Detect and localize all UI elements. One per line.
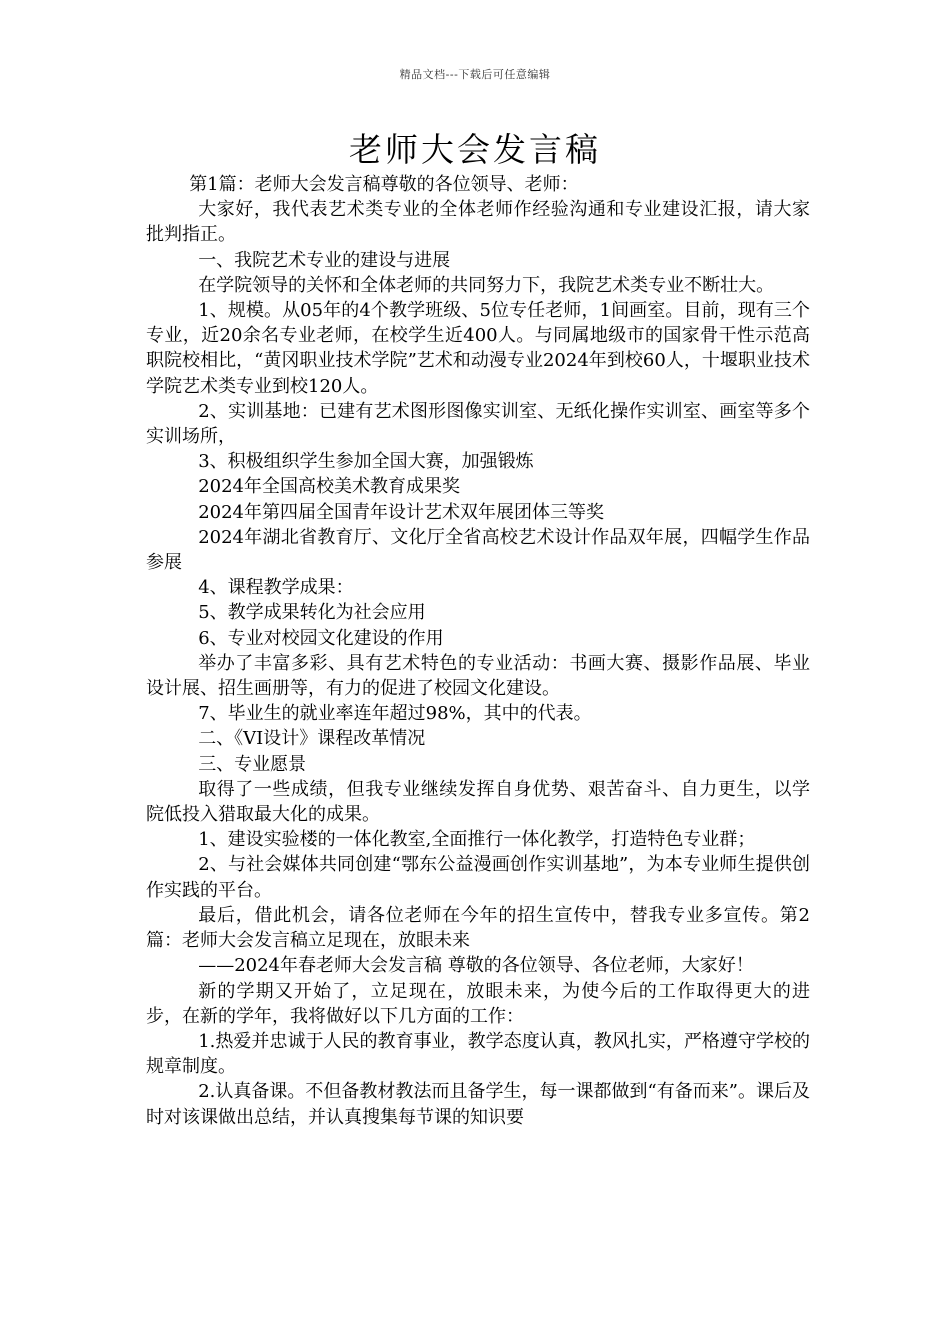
paragraph: 举办了丰富多彩、具有艺术特色的专业活动：书画大赛、摄影作品展、毕业设计展、招生画册等，有力的促进了校园文化建设。 — [146, 652, 810, 700]
paragraph: 2024年全国高校美术教育成果奖 — [198, 476, 460, 498]
paragraph: ——2024年春老师大会发言稿 尊敬的各位领导、各位老师，大家好！ — [198, 955, 754, 977]
paragraph: 一、我院艺术专业的建设与进展 — [198, 249, 451, 271]
paragraph: 1、规模。从05年的4个教学班级、5位专任老师，1间画室。目前，现有三个专业，近20余名专业老师，在校学生近400人。与同属地级市的国家骨干性示范高职院校相比，“黄冈职业技术学院”艺术和动漫专业2024年到校60人，十堰职业技术学院艺术类专业到校120人。 — [146, 300, 810, 397]
document-body — [146, 172, 810, 1130]
paragraph: 2、实训基地：已建有艺术图形图像实训室、无纸化操作实训室、画室等多个实训场所， — [146, 400, 810, 448]
paragraph: 5、教学成果转化为社会应用 — [198, 602, 426, 624]
paragraph: 2024年湖北省教育厅、文化厅全省高校艺术设计作品双年展，四幅学生作品参展 — [146, 526, 810, 574]
paragraph: 三、专业愿景 — [198, 753, 307, 775]
paragraph: 大家好，我代表艺术类专业的全体老师作经验沟通和专业建设汇报，请大家批判指正。 — [146, 199, 810, 246]
paragraph: 2.认真备课。不但备教材教法而且备学生，每一课都做到“有备而来”。课后及时对该课做出总结，并认真搜集每节课的知识要 — [146, 1081, 810, 1128]
paragraph: 2、与社会媒体共同创建“鄂东公益漫画创作实训基地”，为本专业师生提供创作实践的平台。 — [146, 854, 810, 901]
paragraph: 6、专业对校园文化建设的作用 — [198, 627, 444, 649]
paragraph: 二、《VI设计》课程改革情况 — [198, 728, 426, 750]
paragraph: 7、毕业生的就业率连年超过98%，其中的代表。 — [198, 703, 592, 725]
page-header: 精品文档---下载后可任意编辑 — [399, 68, 551, 81]
paragraph: 取得了一些成绩，但我专业继续发挥自身优势、艰苦奋斗、自力更生，以学院低投入猎取最大化的成果。 — [146, 778, 810, 826]
paragraph: 新的学期又开始了，立足现在，放眼未来，为使今后的工作取得更大的进步，在新的学年，我将做好以下几方面的工作： — [146, 980, 810, 1027]
paragraph: 3、积极组织学生参加全国大赛，加强锻炼 — [198, 451, 534, 473]
paragraph: 1.热爱并忠诚于人民的教育事业，教学态度认真，教风扎实，严格遵守学校的规章制度。 — [146, 1030, 810, 1078]
paragraph: 在学院领导的关怀和全体老师的共同努力下，我院艺术类专业不断壮大。 — [198, 274, 775, 296]
paragraph: 4、课程教学成果： — [198, 577, 354, 599]
paragraph: 最后，借此机会，请各位老师在今年的招生宣传中，替我专业多宣传。第2篇：老师大会发言稿立足现在，放眼未来 — [146, 904, 810, 952]
document-title: 老师大会发言稿 — [349, 130, 601, 169]
paragraph: 第1篇：老师大会发言稿尊敬的各位领导、老师： — [189, 174, 579, 195]
paragraph: 2024年第四届全国青年设计艺术双年展团体三等奖 — [198, 501, 604, 523]
paragraph: 1、建设实验楼的一体化教室,全面推行一体化教学，打造特色专业群； — [198, 829, 756, 851]
